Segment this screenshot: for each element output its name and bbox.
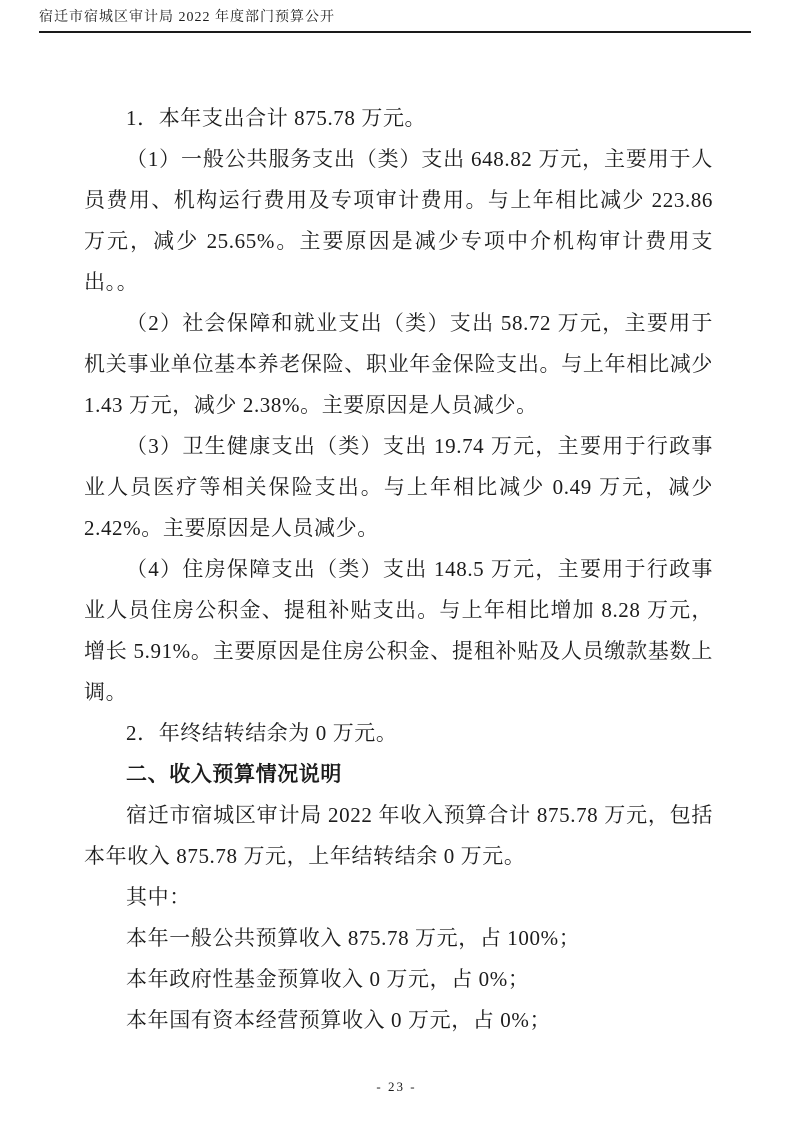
page-number: - 23 - bbox=[376, 1079, 417, 1094]
body-paragraph: （3）卫生健康支出（类）支出 19.74 万元，主要用于行政事业人员医疗等相关保险支出。与上年相比减少 0.49 万元，减少 2.42%。主要原因是人员减少。 bbox=[84, 434, 713, 540]
body-paragraph: 本年国有资本经营预算收入 0 万元，占 0%； bbox=[126, 1008, 552, 1032]
body-paragraph: 本年一般公共预算收入 875.78 万元，占 100%； bbox=[126, 926, 581, 950]
body-paragraph: 1．本年支出合计 875.78 万元。 bbox=[126, 106, 427, 130]
body-paragraph: （1）一般公共服务支出（类）支出 648.82 万元，主要用于人员费用、机构运行费用及专项审计费用。与上年相比减少 223.86 万元，减少 25.65%。主要原因是减少专项中介机构审计费用支出。。 bbox=[84, 147, 713, 294]
body-paragraph: 宿迁市宿城区审计局 2022 年收入预算合计 875.78 万元，包括本年收入 875.78 万元，上年结转结余 0 万元。 bbox=[84, 803, 713, 868]
body-paragraph: （2）社会保障和就业支出（类）支出 58.72 万元，主要用于机关事业单位基本养老保险、职业年金保险支出。与上年相比减少 1.43 万元，减少 2.38%。主要原因是人员减少。 bbox=[84, 311, 713, 417]
header-title: 宿迁市宿城区审计局 2022 年度部门预算公开 bbox=[39, 10, 335, 25]
page-header bbox=[39, 9, 751, 33]
page-footer bbox=[0, 1078, 793, 1096]
document-body bbox=[84, 98, 713, 1041]
section-heading: 二、收入预算情况说明 bbox=[126, 762, 342, 786]
body-paragraph: 其中： bbox=[126, 885, 191, 909]
body-paragraph: （4）住房保障支出（类）支出 148.5 万元，主要用于行政事业人员住房公积金、提租补贴支出。与上年相比增加 8.28 万元，增长 5.91%。主要原因是住房公积金、提租补贴及人员缴款基数上调。 bbox=[84, 557, 713, 704]
body-paragraph: 2．年终结转结余为 0 万元。 bbox=[126, 721, 398, 745]
body-paragraph: 本年政府性基金预算收入 0 万元，占 0%； bbox=[126, 967, 530, 991]
